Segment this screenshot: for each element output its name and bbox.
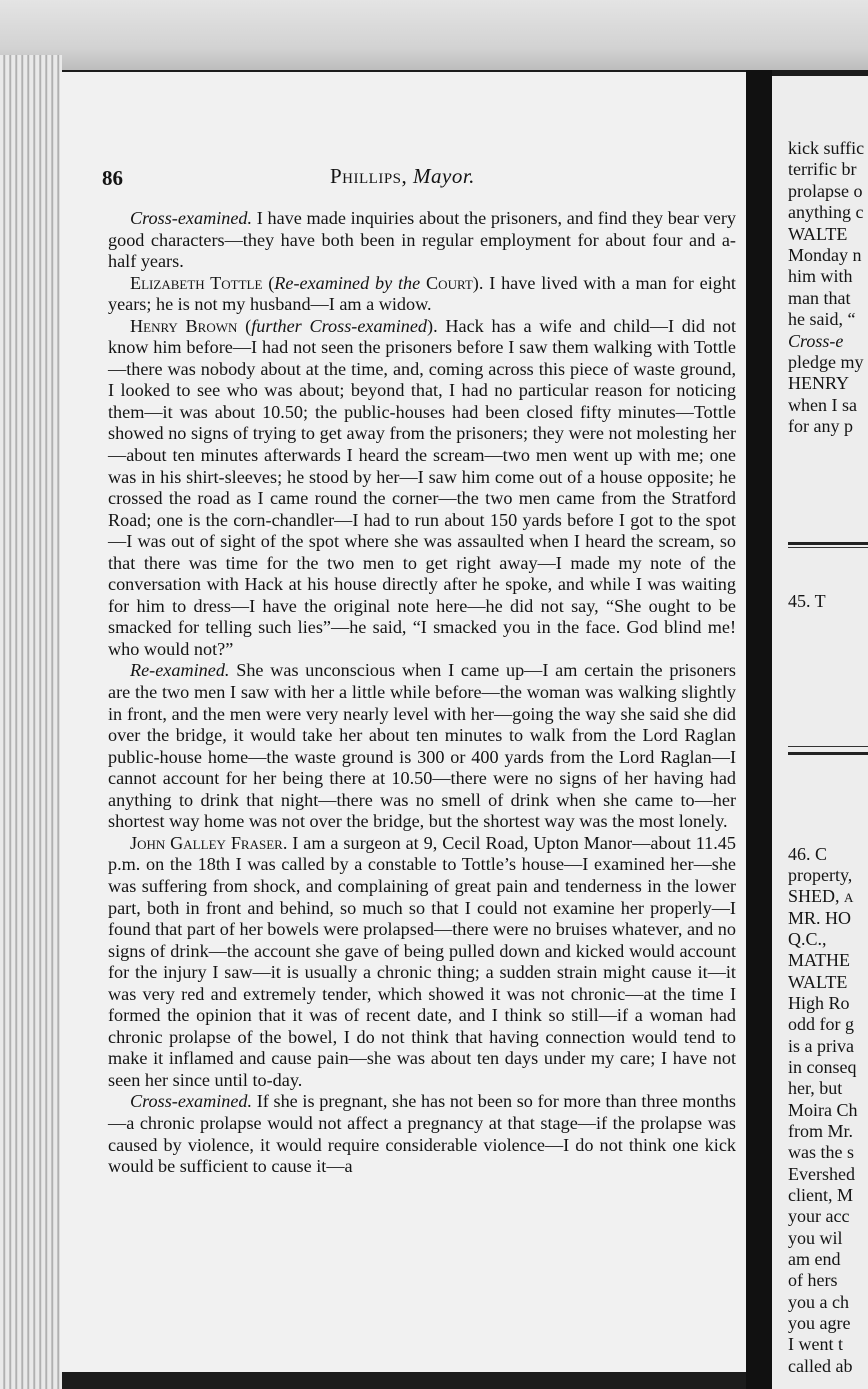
body-text — [108, 208, 736, 1178]
book-gutter — [746, 70, 772, 1389]
book-page-stack — [0, 55, 62, 1389]
paragraph-text: . I am a surgeon at 9, Cecil Road, Upton Manor—about 11.45 p.m. on the 18th I was called by a constable to Tottle’s house—I examined her—she was suffering from shock, and complaining of great pain and tenderness in the lower part, both in front and behind, so much so that I could not examine her properly—I found that part of her bowels were prolapsed—there were no bruises whatever, and no signs of drink—the account she gave of being pulled down and kicked would account for the injury I saw—it is usually a chronic thing; a sudden strain might cause it—it was very red and extremely tender, which showed it was not chronic—at the time I formed the opinion that it was of recent date, and I think so still—if a woman had chronic prolapse of the bowel, I do not think that having connection would tend to make it inflamed and cause pain—she was about ten days under my care; I have not seen her since until to-day. — [108, 832, 736, 1090]
next-page-line: you agre — [788, 1313, 851, 1333]
paragraph-text: ). Hack has a wife and child—I did not know him before—I had not seen the prisoners before I saw them walking with Tottle—there was nobody about at the time, and, coming across this piece of waste ground, I looked to see who was about; beyond that, I had no particular reason for noticing them—it was about 10.50; the public-houses had been closed fifty minutes—Tottle showed no signs of trying to get away from the prisoners; they were not molesting her—about ten minutes afterwards I heard the scream—two men went up with me; one was in his shirt-sleeves; he stood by her—I saw him come out of a house opposite; he crossed the road as I came round the corner—the two men came from the Stratford Road; one is the corn-chandler—I had to run about 150 yards before I got to the spot—I was out of sight of the spot where she was assaulted when I heard the scream, so that there was time for the two men to get right away—I made my note of the conversation with Hack at his house directly after he spoke, and while I was waiting for him to dress—I have the original note here—he did not say, “She ought to be smacked for telling such lies”—he said, “I smacked you in the face. God blind me! who would not?” — [108, 315, 736, 659]
next-page-line: 45. T — [788, 591, 826, 611]
speaker-name: Court — [426, 272, 473, 293]
next-page-line: WALTE — [788, 224, 848, 244]
paragraph — [108, 316, 736, 661]
next-page-line: I went t — [788, 1334, 843, 1354]
next-page-line: HENRY — [788, 373, 850, 393]
next-page-line: called ab — [788, 1356, 853, 1376]
next-page-line: client, M — [788, 1185, 853, 1205]
next-page-line: property, — [788, 865, 853, 885]
page-right-partial — [772, 76, 868, 1389]
section-rule — [788, 746, 868, 747]
next-page-line: in conseq — [788, 1057, 857, 1077]
paragraph-text: ). I have lived with a man for eight years; he is not my husband—I am a widow. — [108, 272, 736, 315]
italic-phrase: Cross-examined. — [130, 1091, 253, 1112]
paragraph-text: She was unconscious when I came up—I am certain the prisoners are the two men I saw with her a little while before—the woman was walking slightly in front, and the men were very nearly level with her—going the way she said she did over the bridge, it would take her about ten minutes to walk from the Lord Raglan public-house home—the waste ground is 300 or 400 yards from the Lord Raglan—I cannot account for her being there at 10.50—there were no signs of her having had anything to drink that night—there was no smell of drink when she came to—her shortest way home was not over the bridge, but the shortest way was the most lonely. — [108, 660, 736, 832]
next-page-line: you a ch — [788, 1292, 849, 1312]
running-head — [330, 164, 475, 189]
next-page-line: when I sa — [788, 395, 857, 415]
next-page-line: her, but — [788, 1078, 843, 1098]
next-page-line: him with — [788, 266, 853, 286]
next-page-line: anything c — [788, 202, 864, 222]
section-rule — [788, 752, 868, 755]
next-page-line: from Mr. — [788, 1121, 853, 1141]
next-page-line: Evershed — [788, 1164, 855, 1184]
paragraph — [108, 273, 736, 316]
next-page-line: your acc — [788, 1206, 850, 1226]
speaker-name: Elizabeth Tottle — [130, 272, 263, 293]
running-head-title: Mayor. — [413, 164, 475, 188]
next-page-line: MR. HO — [788, 908, 852, 928]
next-page-line: pledge my — [788, 352, 864, 372]
next-page-line: Cross-e — [788, 331, 844, 351]
next-page-line: prolapse o — [788, 181, 863, 201]
paragraph-text: If she is pregnant, she has not been so for more than three months—a chronic prolapse would not affect a pregnancy at that stage—if the prolapse was caused by violence, it would require considerable violence—I do not think one kick would be sufficient to cause it—a — [108, 1091, 736, 1177]
paragraph-text: ( — [237, 315, 252, 336]
italic-phrase: Re-examined. — [130, 660, 230, 681]
speaker-name: John Galley Fraser — [130, 832, 283, 853]
next-page-line: kick suffic — [788, 138, 865, 158]
next-page-line: High Ro — [788, 993, 850, 1013]
next-page-line: Monday n — [788, 245, 862, 265]
next-page-line: you wil — [788, 1228, 843, 1248]
page-number: 86 — [102, 166, 123, 190]
next-page-line: he said, “ — [788, 309, 856, 329]
italic-phrase: Re-examined by the — [274, 272, 427, 293]
next-page-line: terrific br — [788, 159, 857, 179]
paragraph — [108, 660, 736, 832]
next-page-line: is a priva — [788, 1036, 854, 1056]
next-page-line: for any p — [788, 416, 853, 436]
next-page-line: Moira Ch — [788, 1100, 858, 1120]
running-head-name: Phillips, — [330, 164, 408, 188]
next-page-line: am end — [788, 1249, 841, 1269]
next-page-line: MATHE — [788, 950, 850, 970]
next-page-line: SHED, a — [788, 886, 854, 906]
paragraph — [108, 833, 736, 1092]
next-page-line: odd for g — [788, 1014, 854, 1034]
next-page-line: was the s — [788, 1142, 854, 1162]
paragraph-text: I have made inquiries about the prisoners, and find they bear very good characters—they have both been in regular employment for about four and a-half years. — [108, 208, 736, 272]
speaker-name: Henry Brown — [130, 315, 238, 336]
paragraph — [108, 1091, 736, 1177]
section-rule — [788, 547, 868, 548]
italic-phrase: further Cross-examined — [251, 315, 428, 336]
book-top-edge — [0, 0, 868, 70]
section-rule — [788, 542, 868, 545]
next-page-line: of hers — [788, 1270, 838, 1290]
next-page-line: 46. C — [788, 844, 828, 864]
paragraph — [108, 208, 736, 273]
next-page-line: Q.C., — [788, 929, 827, 949]
paragraph-text: ( — [262, 272, 275, 293]
italic-phrase: Cross-examined. — [130, 208, 253, 228]
next-page-line: man that — [788, 288, 851, 308]
next-page-line: WALTE — [788, 972, 848, 992]
